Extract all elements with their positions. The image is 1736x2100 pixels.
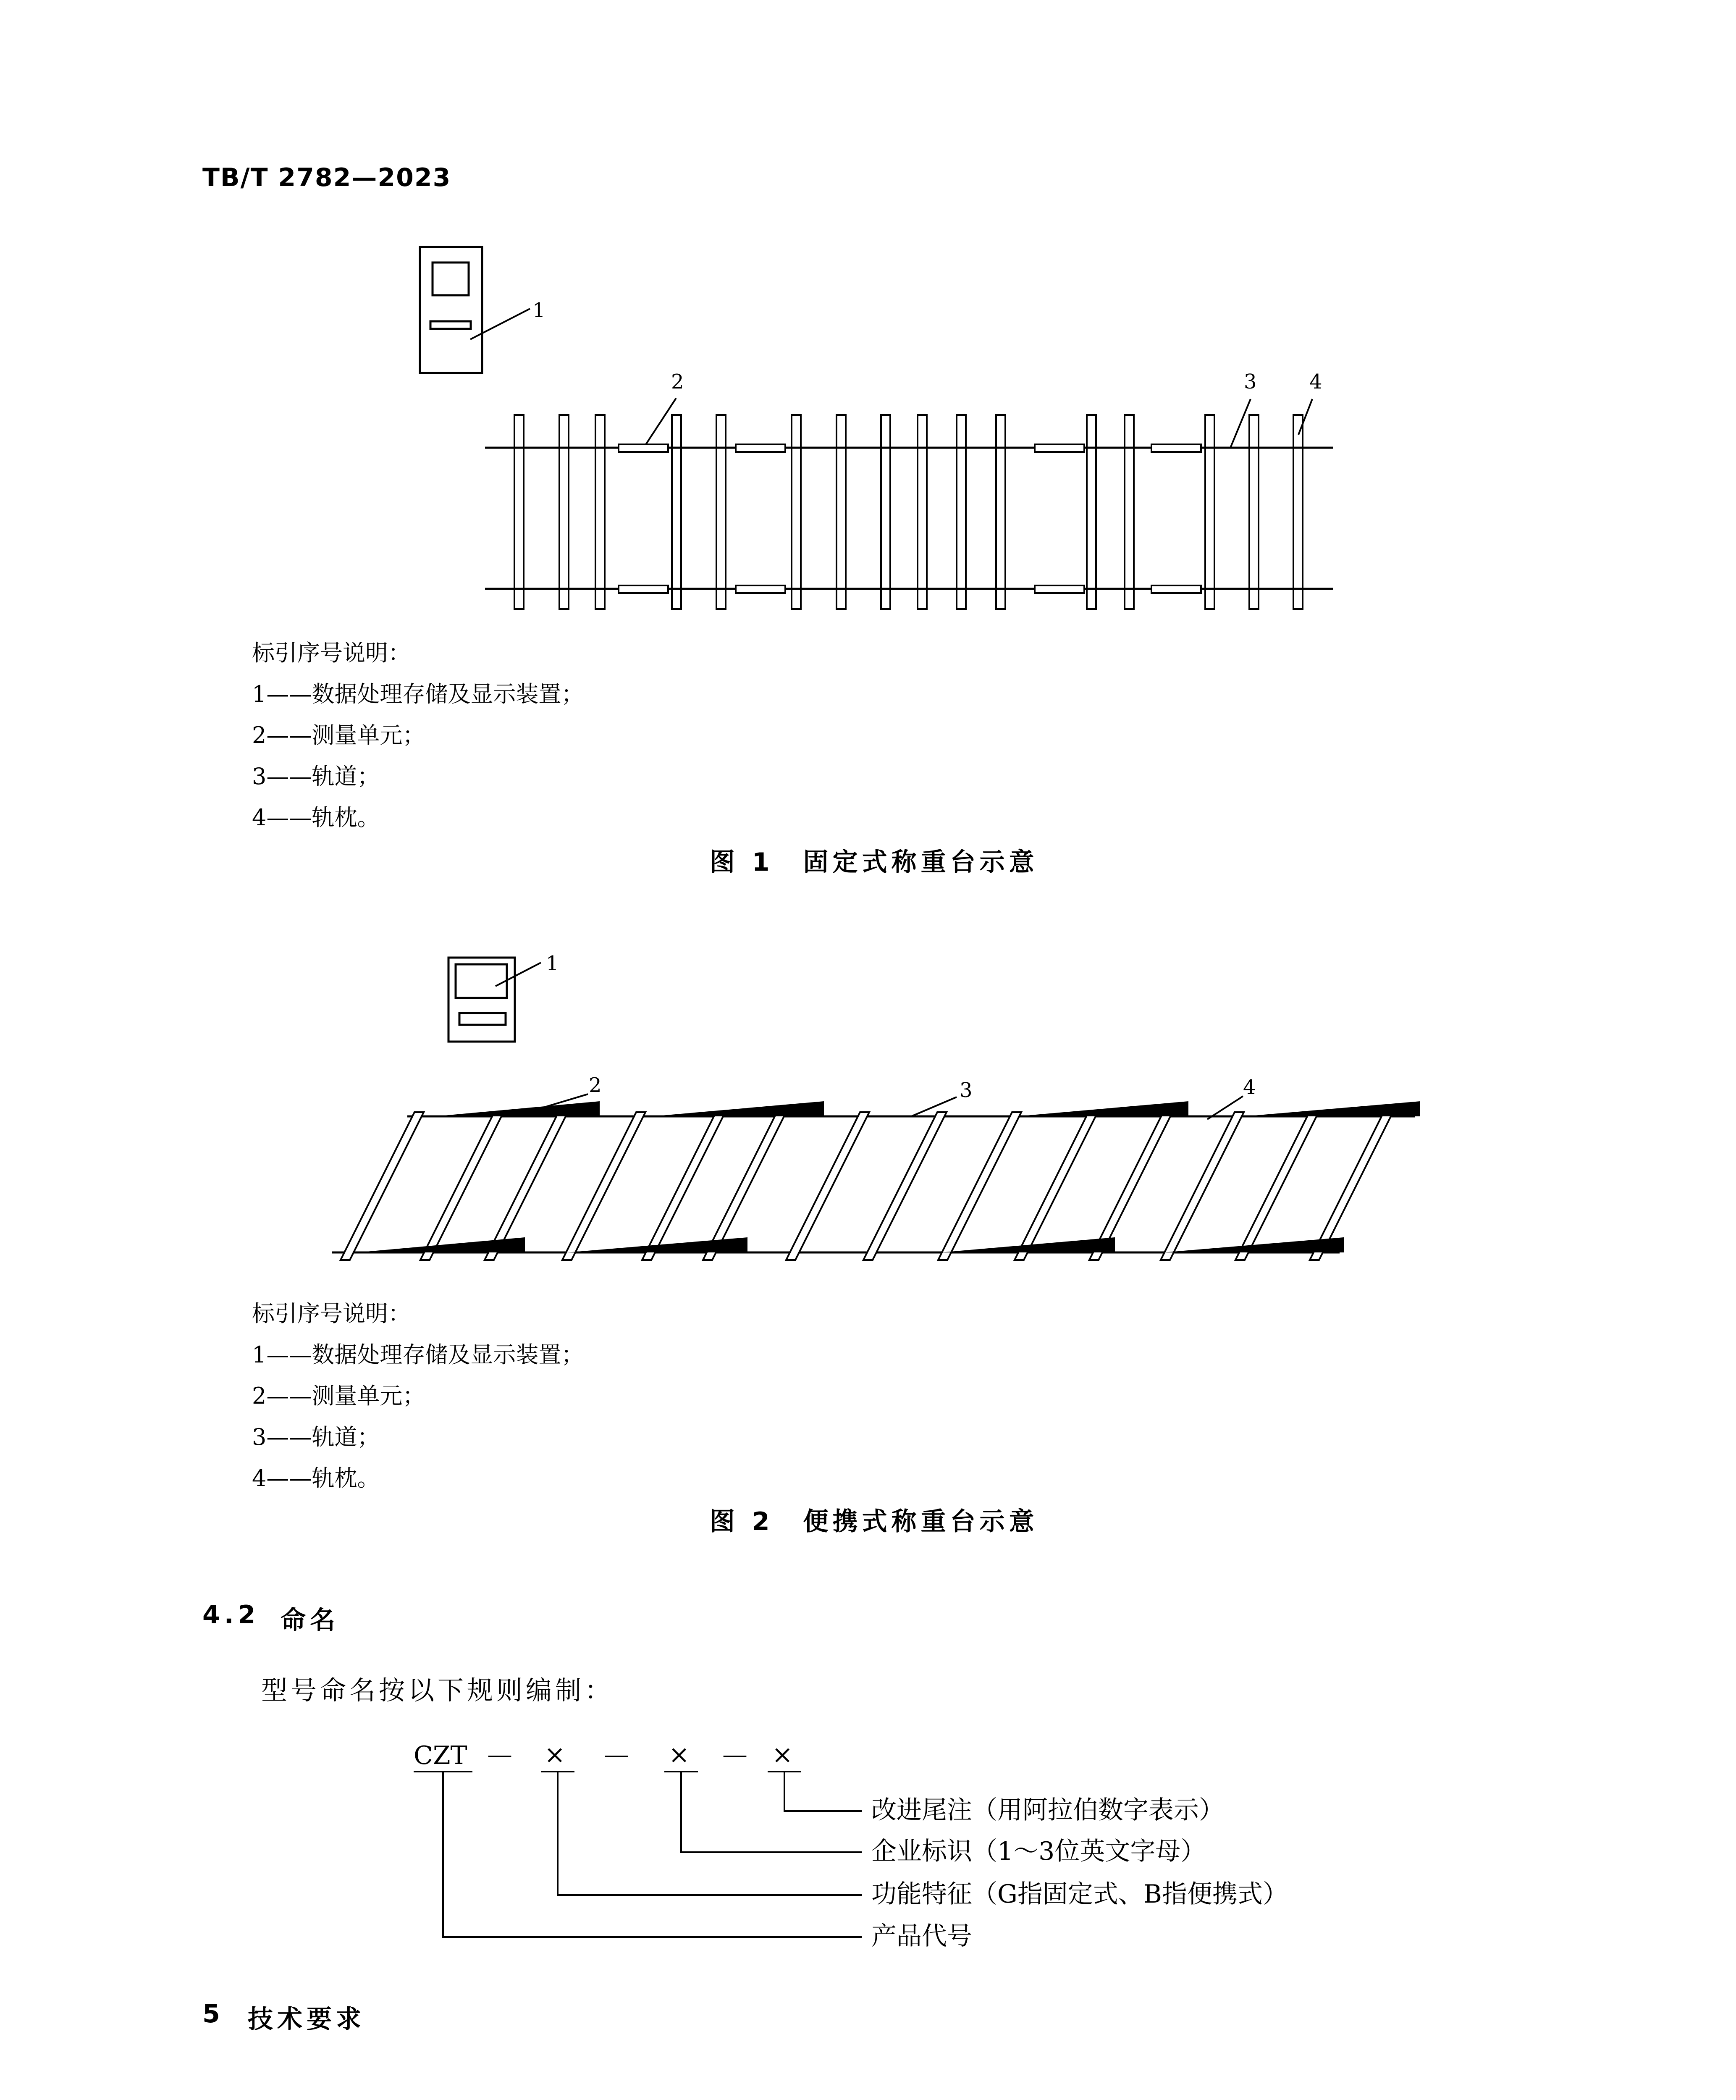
measuring-unit — [652, 1101, 824, 1116]
sleeper — [1249, 415, 1259, 609]
sleeper — [1310, 1112, 1393, 1260]
product-code: CZT — [414, 1741, 467, 1770]
figure-1-caption: 图 1 固定式称重台示意 — [710, 848, 1038, 877]
sleeper — [595, 415, 605, 609]
figure-1-key-item: 2——测量单元； — [252, 722, 425, 748]
callout-3: 3 — [960, 1079, 973, 1102]
placeholder-enterprise: × — [669, 1740, 690, 1769]
sleeper — [642, 1112, 725, 1260]
measuring-unit — [1151, 585, 1201, 593]
measuring-unit — [736, 585, 785, 593]
sleeper — [786, 1112, 869, 1260]
placeholder-revision: × — [772, 1740, 793, 1769]
sleeper — [716, 415, 726, 609]
sleeper — [485, 1112, 568, 1260]
separator-dash: — — [722, 1740, 747, 1769]
display-device-cabinet — [420, 247, 482, 373]
sleeper — [918, 415, 927, 609]
section-5-title: 技术要求 — [248, 2005, 365, 2034]
callout-2: 2 — [671, 370, 684, 394]
sleeper — [1235, 1112, 1319, 1260]
sleeper — [341, 1112, 424, 1260]
measuring-unit — [619, 444, 668, 452]
separator-dash: — — [604, 1740, 629, 1769]
sleeper — [792, 415, 801, 609]
figure-2-key-title: 标引序号说明： — [252, 1300, 411, 1327]
sleeper — [420, 1112, 503, 1260]
section-4-2-number: 4.2 — [202, 1600, 260, 1630]
section-4-2-intro: 型号命名按以下规则编制： — [261, 1675, 614, 1706]
callout-2: 2 — [589, 1074, 602, 1097]
sleeper — [672, 415, 681, 609]
display-device-portable — [448, 958, 515, 1042]
sleepers — [341, 1112, 1393, 1260]
callout-4: 4 — [1243, 1076, 1256, 1099]
separator-dash: — — [487, 1740, 512, 1769]
sleeper — [938, 1112, 1021, 1260]
section-4-2-title: 命名 — [281, 1606, 339, 1635]
sleeper — [514, 415, 524, 609]
sleeper — [881, 415, 890, 609]
figure-2-drawing — [0, 924, 1736, 1294]
figure-2-key-item: 1——数据处理存储及显示装置； — [252, 1341, 584, 1368]
measuring-units — [619, 444, 1201, 593]
figure-1-key-title: 标引序号说明： — [252, 640, 411, 666]
callout-1: 1 — [532, 299, 545, 322]
measuring-unit — [435, 1101, 600, 1116]
sleeper — [996, 415, 1005, 609]
figure-1-key-item: 1——数据处理存储及显示装置； — [252, 681, 584, 707]
measuring-unit — [1035, 585, 1084, 593]
callout-4: 4 — [1309, 370, 1322, 394]
callout-3: 3 — [1244, 370, 1257, 394]
sleeper — [1087, 415, 1096, 609]
sleeper — [562, 1112, 645, 1260]
sleeper — [1125, 415, 1134, 609]
figure-1-key-item: 4——轨枕。 — [252, 804, 380, 831]
naming-label-product-code: 产品代号 — [871, 1922, 972, 1951]
sleeper — [1089, 1112, 1172, 1260]
figure-2-key-item: 3——轨道； — [252, 1424, 380, 1450]
sleeper — [837, 415, 846, 609]
measuring-unit — [1016, 1101, 1188, 1116]
figure-1-key-item: 3——轨道； — [252, 763, 380, 790]
sleeper — [1015, 1112, 1098, 1260]
measuring-unit — [736, 444, 785, 452]
callout-leader-1 — [496, 963, 541, 986]
callout-leader-3 — [911, 1097, 957, 1116]
sleeper — [1293, 415, 1303, 609]
figure-2-key-item: 2——测量单元； — [252, 1383, 425, 1409]
document-header-code: TB/T 2782—2023 — [202, 163, 451, 192]
sleeper — [957, 415, 966, 609]
figure-2-caption: 图 2 便携式称重台示意 — [710, 1507, 1038, 1536]
measuring-unit — [619, 585, 668, 593]
placeholder-function: × — [544, 1740, 566, 1769]
naming-label-function: 功能特征（G指固定式、B指便携式） — [871, 1880, 1288, 1909]
naming-scheme-diagram — [0, 1722, 1736, 1957]
naming-bracket-lines — [414, 1772, 862, 1937]
sleeper — [1161, 1112, 1244, 1260]
naming-label-enterprise: 企业标识（1～3位英文字母） — [871, 1837, 1206, 1866]
callout-leader-3 — [1230, 399, 1251, 448]
sleeper — [863, 1112, 947, 1260]
measuring-unit — [1244, 1101, 1420, 1116]
measuring-unit — [1151, 444, 1201, 452]
measuring-unit — [1035, 444, 1084, 452]
callout-1: 1 — [546, 952, 559, 975]
sleeper — [559, 415, 569, 609]
sleeper — [1205, 415, 1214, 609]
callout-leader-1 — [470, 309, 530, 339]
naming-label-revision: 改进尾注（用阿拉伯数字表示） — [871, 1796, 1224, 1825]
figure-2-key-item: 4——轨枕。 — [252, 1465, 380, 1491]
section-5-number: 5 — [202, 1999, 224, 2029]
